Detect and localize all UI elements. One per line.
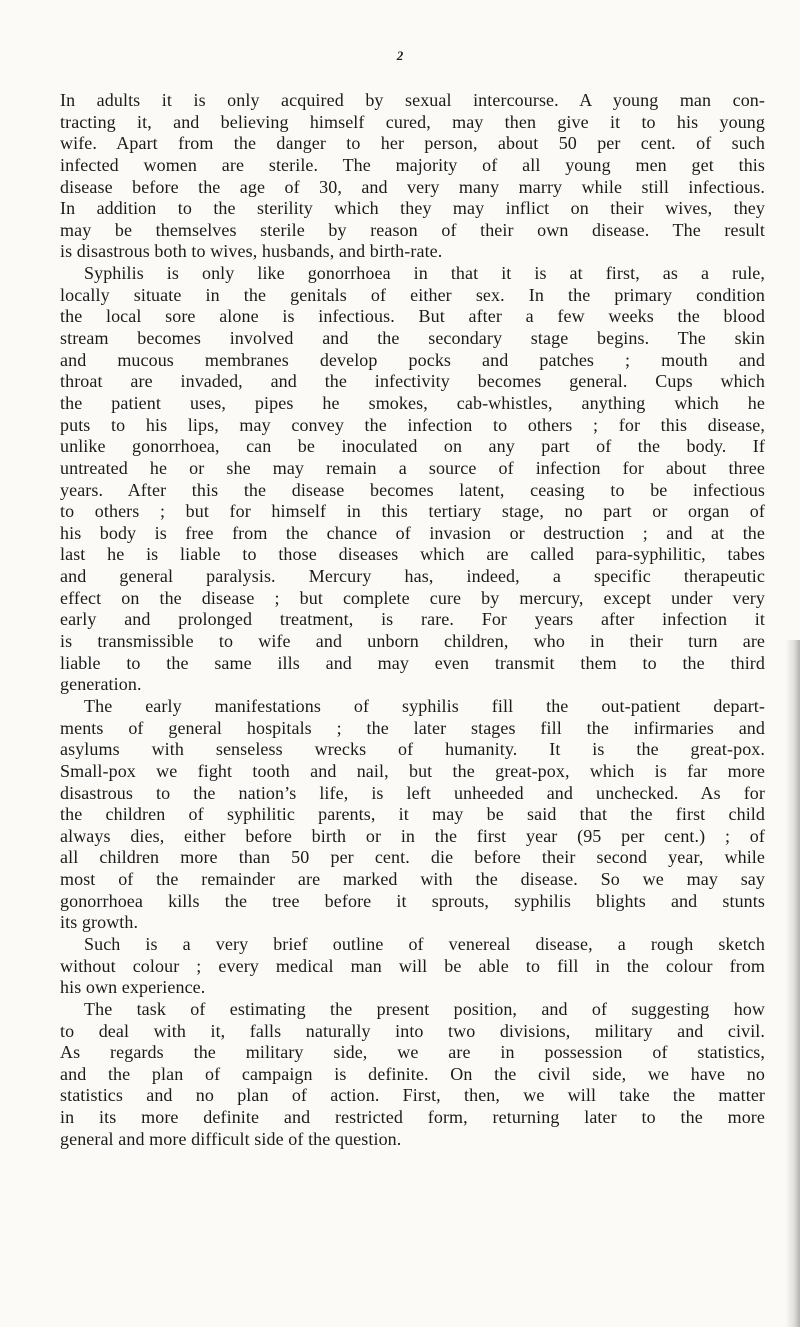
- text-line: his own experience.: [60, 977, 206, 998]
- text-line: The early manifestations of syphilis fill the out-patient depart-: [84, 695, 765, 716]
- text-line: statistics and no plan of action. First, then, we will take the matter: [60, 1085, 765, 1106]
- text-line: to deal with it, falls naturally into two divisions, military and civil.: [60, 1020, 765, 1041]
- text-line: the children of syphilitic parents, it may be said that the first child: [60, 804, 765, 825]
- text-line: asylums with senseless wrecks of humanity. It is the great-pox.: [60, 739, 765, 760]
- text-line: last he is liable to those diseases which are called para-syphilitic, tabes: [60, 544, 765, 565]
- text-line: In adults it is only acquired by sexual intercourse. A young man con-: [60, 90, 765, 110]
- text-line: and mucous membranes develop pocks and patches ; mouth and: [60, 349, 765, 370]
- page-number: 2: [396, 48, 404, 63]
- text-line: untreated he or she may remain a source of infection for about three: [60, 457, 765, 478]
- text-line: Such is a very brief outline of venereal disease, a rough sketch: [84, 933, 765, 954]
- text-line: is disastrous both to wives, husbands, and birth-rate.: [60, 241, 443, 262]
- text-line: puts to his lips, may convey the infection to others ; for this disease,: [60, 414, 765, 435]
- text-line: disastrous to the nation’s life, is left unheeded and unchecked. As for: [60, 782, 765, 803]
- text-line: may be themselves sterile by reason of their own disease. The result: [60, 219, 765, 240]
- paragraph: [60, 263, 765, 696]
- paragraph: [60, 999, 765, 1150]
- paragraph: [60, 90, 765, 263]
- text-line: to others ; but for himself in this tertiary stage, no part or organ of: [60, 501, 765, 522]
- text-line: throat are invaded, and the infectivity becomes general. Cups which: [60, 371, 765, 392]
- text-line: infected women are sterile. The majority of all young men get this: [60, 154, 765, 175]
- text-line: liable to the same ills and may even transmit them to the third: [60, 652, 765, 673]
- text-line: The task of estimating the present position, and of suggesting how: [84, 998, 765, 1019]
- text-line: his body is free from the chance of invasion or destruction ; and at the: [60, 522, 765, 543]
- text-line: the patient uses, pipes he smokes, cab-whistles, anything which he: [60, 392, 765, 413]
- text-line: years. After this the disease becomes latent, ceasing to be infectious: [60, 479, 765, 500]
- text-line: Small-pox we fight tooth and nail, but the great-pox, which is far more: [60, 760, 765, 781]
- text-line: early and prolonged treatment, is rare. For years after infection it: [60, 609, 765, 630]
- text-line: wife. Apart from the danger to her person, about 50 per cent. of such: [60, 133, 765, 154]
- text-line: stream becomes involved and the secondary stage begins. The skin: [60, 328, 765, 349]
- text-line: ments of general hospitals ; the later stages fill the infirmaries and: [60, 717, 765, 738]
- text-line: In addition to the sterility which they may inflict on their wives, they: [60, 198, 765, 219]
- text-line: tracting it, and believing himself cured, may then give it to his young: [60, 111, 765, 132]
- text-line: generation.: [60, 674, 142, 695]
- text-line: the local sore alone is infectious. But after a few weeks the blood: [60, 306, 765, 327]
- text-line: most of the remainder are marked with the disease. So we may say: [60, 869, 765, 890]
- text-line: without colour ; every medical man will be able to fill in the colour from: [60, 955, 765, 976]
- text-line: always dies, either before birth or in the first year (95 per cent.) ; of: [60, 825, 765, 846]
- text-line: Syphilis is only like gonorrhoea in that it is at first, as a rule,: [84, 263, 765, 284]
- text-line: and the plan of campaign is definite. On the civil side, we have no: [60, 1063, 765, 1084]
- paragraph: [60, 934, 765, 999]
- text-line: disease before the age of 30, and very many marry while still infectious.: [60, 176, 765, 197]
- text-line: all children more than 50 per cent. die before their second year, while: [60, 847, 765, 868]
- text-line: unlike gonorrhoea, can be inoculated on any part of the body. If: [60, 436, 765, 457]
- body-text: [60, 90, 765, 1150]
- text-line: locally situate in the genitals of either sex. In the primary condition: [60, 284, 765, 305]
- text-line: gonorrhoea kills the tree before it sprouts, syphilis blights and stunts: [60, 890, 765, 911]
- text-line: As regards the military side, we are in possession of statistics,: [60, 1042, 765, 1063]
- text-line: and general paralysis. Mercury has, indeed, a specific therapeutic: [60, 566, 765, 587]
- text-line: effect on the disease ; but complete cure by mercury, except under very: [60, 587, 765, 608]
- text-line: general and more difficult side of the question.: [60, 1128, 402, 1149]
- page-edge-shadow: [786, 640, 800, 1327]
- text-line: in its more definite and restricted form, returning later to the more: [60, 1107, 765, 1128]
- text-line: its growth.: [60, 912, 139, 933]
- text-line: is transmissible to wife and unborn children, who in their turn are: [60, 631, 765, 652]
- paragraph: [60, 696, 765, 934]
